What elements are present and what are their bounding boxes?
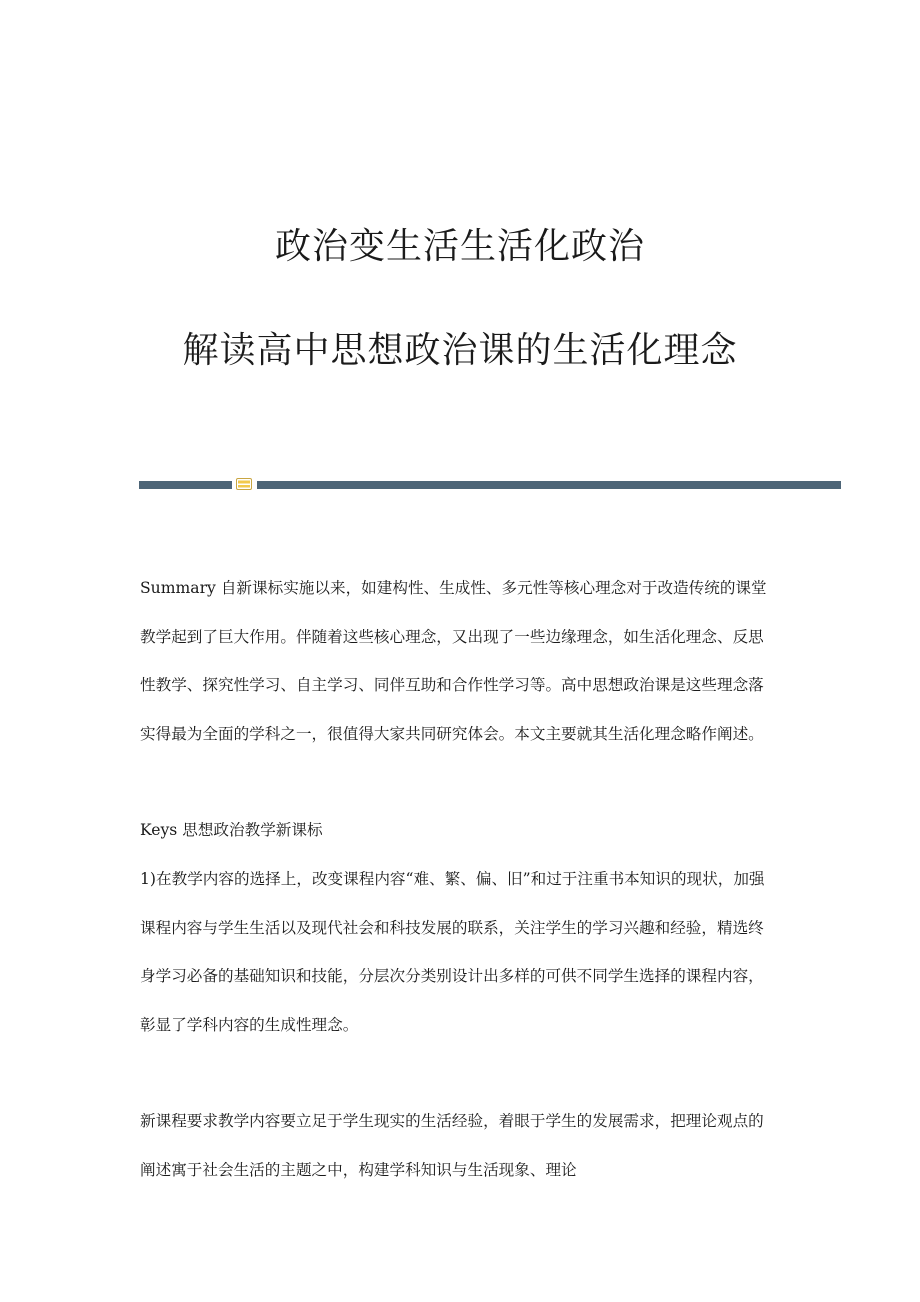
keys-text: 思想政治教学新课标 — [177, 821, 323, 839]
document-title-line2: 解读高中思想政治课的生活化理念 — [182, 330, 738, 371]
divider-badge-icon — [236, 478, 252, 490]
divider-bar-left — [139, 481, 232, 489]
keys-label: Keys — [140, 821, 178, 839]
point-1-paragraph: 1)在教学内容的选择上，改变课程内容“难、繁、偏、旧”和过于注重书本知识的现状，加强课程内容与学生生活以及现代社会和科技发展的联系，关注学生的学习兴趣和经验，精选终身学习必备的基础知识和技能，分层次分类别设计出多样的可供不同学生选择的课程内容，彰显了学科内容的生成性理念。 — [140, 870, 765, 1034]
requirement-paragraph: 新课程要求教学内容要立足于学生现实的生活经验，着眼于学生的发展需求，把理论观点的阐述寓于社会生活的主题之中，构建学科知识与生活现象、理论 — [140, 1112, 764, 1179]
keywords-paragraph — [140, 806, 772, 855]
divider-bar-right — [257, 481, 841, 489]
document-title-line1: 政治变生活生活化政治 — [274, 226, 645, 267]
summary-text: 自新课标实施以来，如建构性、生成性、多元性等核心理念对于改造传统的课堂教学起到了巨大作用。伴随着这些核心理念，又出现了一些边缘理念，如生活化理念、反思性教学、探究性学习、自主学习、同伴互助和合作性学习等。高中思想政治课是这些理念落实得最为全面的学科之一，很值得大家共同研究体会。本文主要就其生活化理念略作阐述。 — [140, 579, 767, 743]
title-divider — [139, 478, 841, 488]
summary-label: Summary — [140, 579, 216, 597]
summary-paragraph — [140, 564, 772, 758]
